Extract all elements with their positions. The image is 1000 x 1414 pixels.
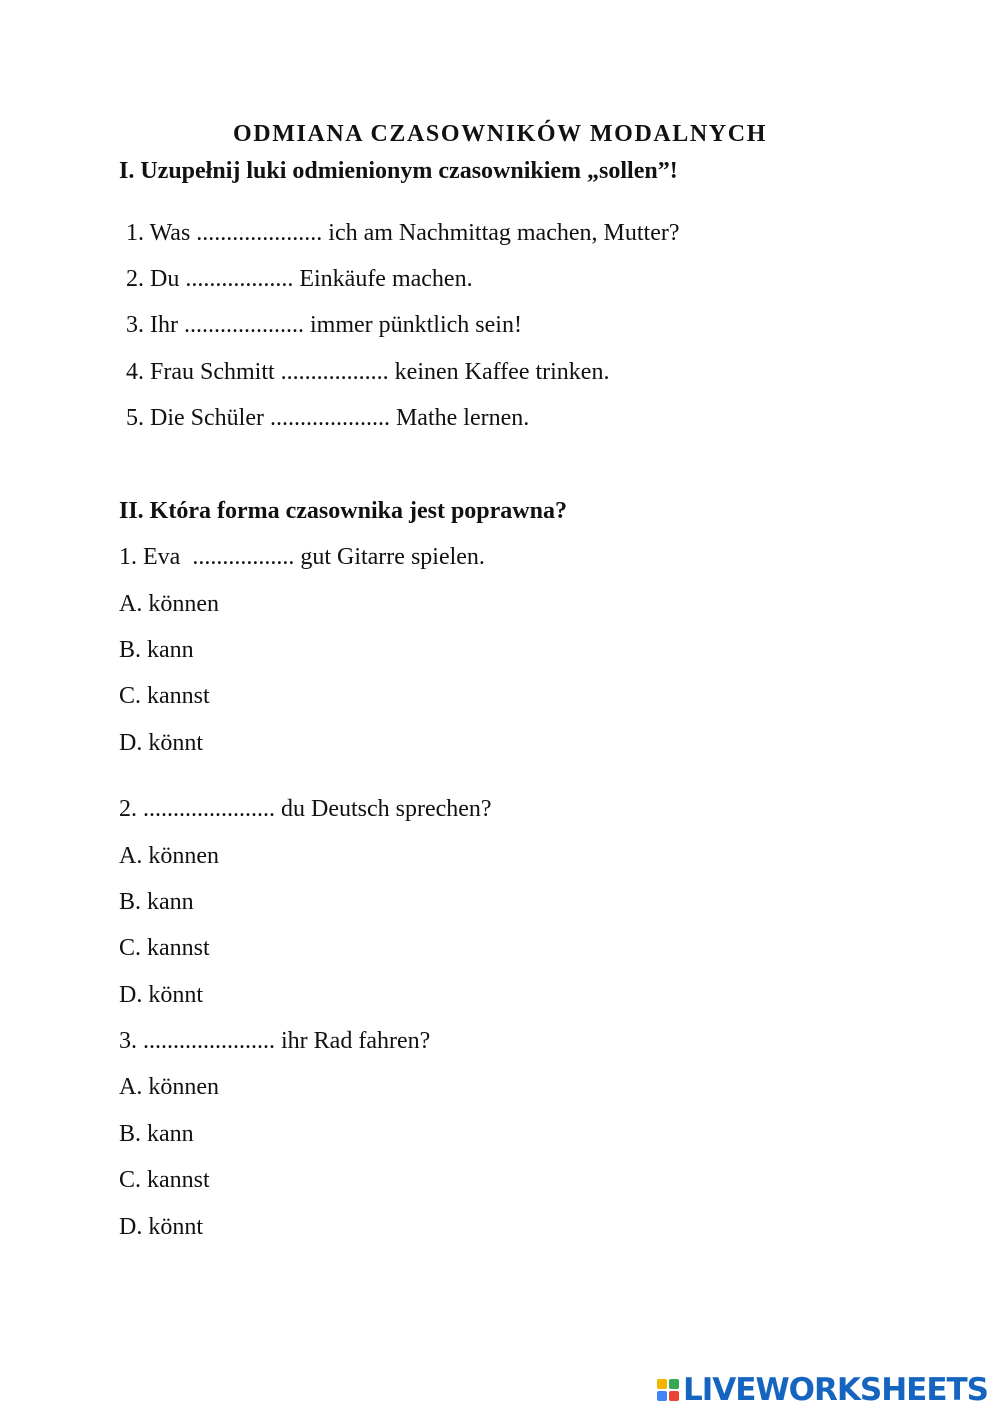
logo-square-1 [657,1379,667,1389]
question-2-option-d[interactable]: D. könnt [119,982,203,1008]
question-3-option-d[interactable]: D. könnt [119,1214,203,1240]
question-3-option-c[interactable]: C. kannst [119,1167,210,1193]
section-1-heading: I. Uzupełnij luki odmienionym czasownikiem „sollen”! [119,158,678,184]
liveworksheets-logo-icon [657,1379,679,1401]
section-2-heading: II. Która forma czasownika jest poprawna? [119,498,567,524]
logo-square-2 [669,1379,679,1389]
question-2-option-b[interactable]: B. kann [119,889,194,915]
question-1-option-b[interactable]: B. kann [119,637,194,663]
fill-in-item-2: 2. Du .................. Einkäufe machen. [126,266,473,292]
fill-in-item-4: 4. Frau Schmitt .................. keinen Kaffee trinken. [126,359,610,385]
fill-in-item-3: 3. Ihr .................... immer pünktlich sein! [126,312,522,338]
question-1-option-d[interactable]: D. könnt [119,730,203,756]
question-2-prompt: 2. ...................... du Deutsch sprechen? [119,796,492,822]
brand-text: LIVEWORKSHEETS [683,1372,988,1408]
fill-in-item-5: 5. Die Schüler .................... Mathe lernen. [126,405,530,431]
question-3-option-a[interactable]: A. können [119,1074,219,1100]
logo-square-3 [657,1391,667,1401]
question-3-option-b[interactable]: B. kann [119,1121,194,1147]
fill-in-item-1: 1. Was ..................... ich am Nachmittag machen, Mutter? [126,220,680,246]
question-2-option-a[interactable]: A. können [119,843,219,869]
page-title: ODMIANA CZASOWNIKÓW MODALNYCH [233,121,767,147]
logo-square-4 [669,1391,679,1401]
liveworksheets-brand [657,1372,988,1408]
question-2-option-c[interactable]: C. kannst [119,935,210,961]
question-1-option-a[interactable]: A. können [119,591,219,617]
question-1-option-c[interactable]: C. kannst [119,683,210,709]
question-1-prompt: 1. Eva ................. gut Gitarre spielen. [119,544,485,570]
question-3-prompt: 3. ...................... ihr Rad fahren? [119,1028,431,1054]
